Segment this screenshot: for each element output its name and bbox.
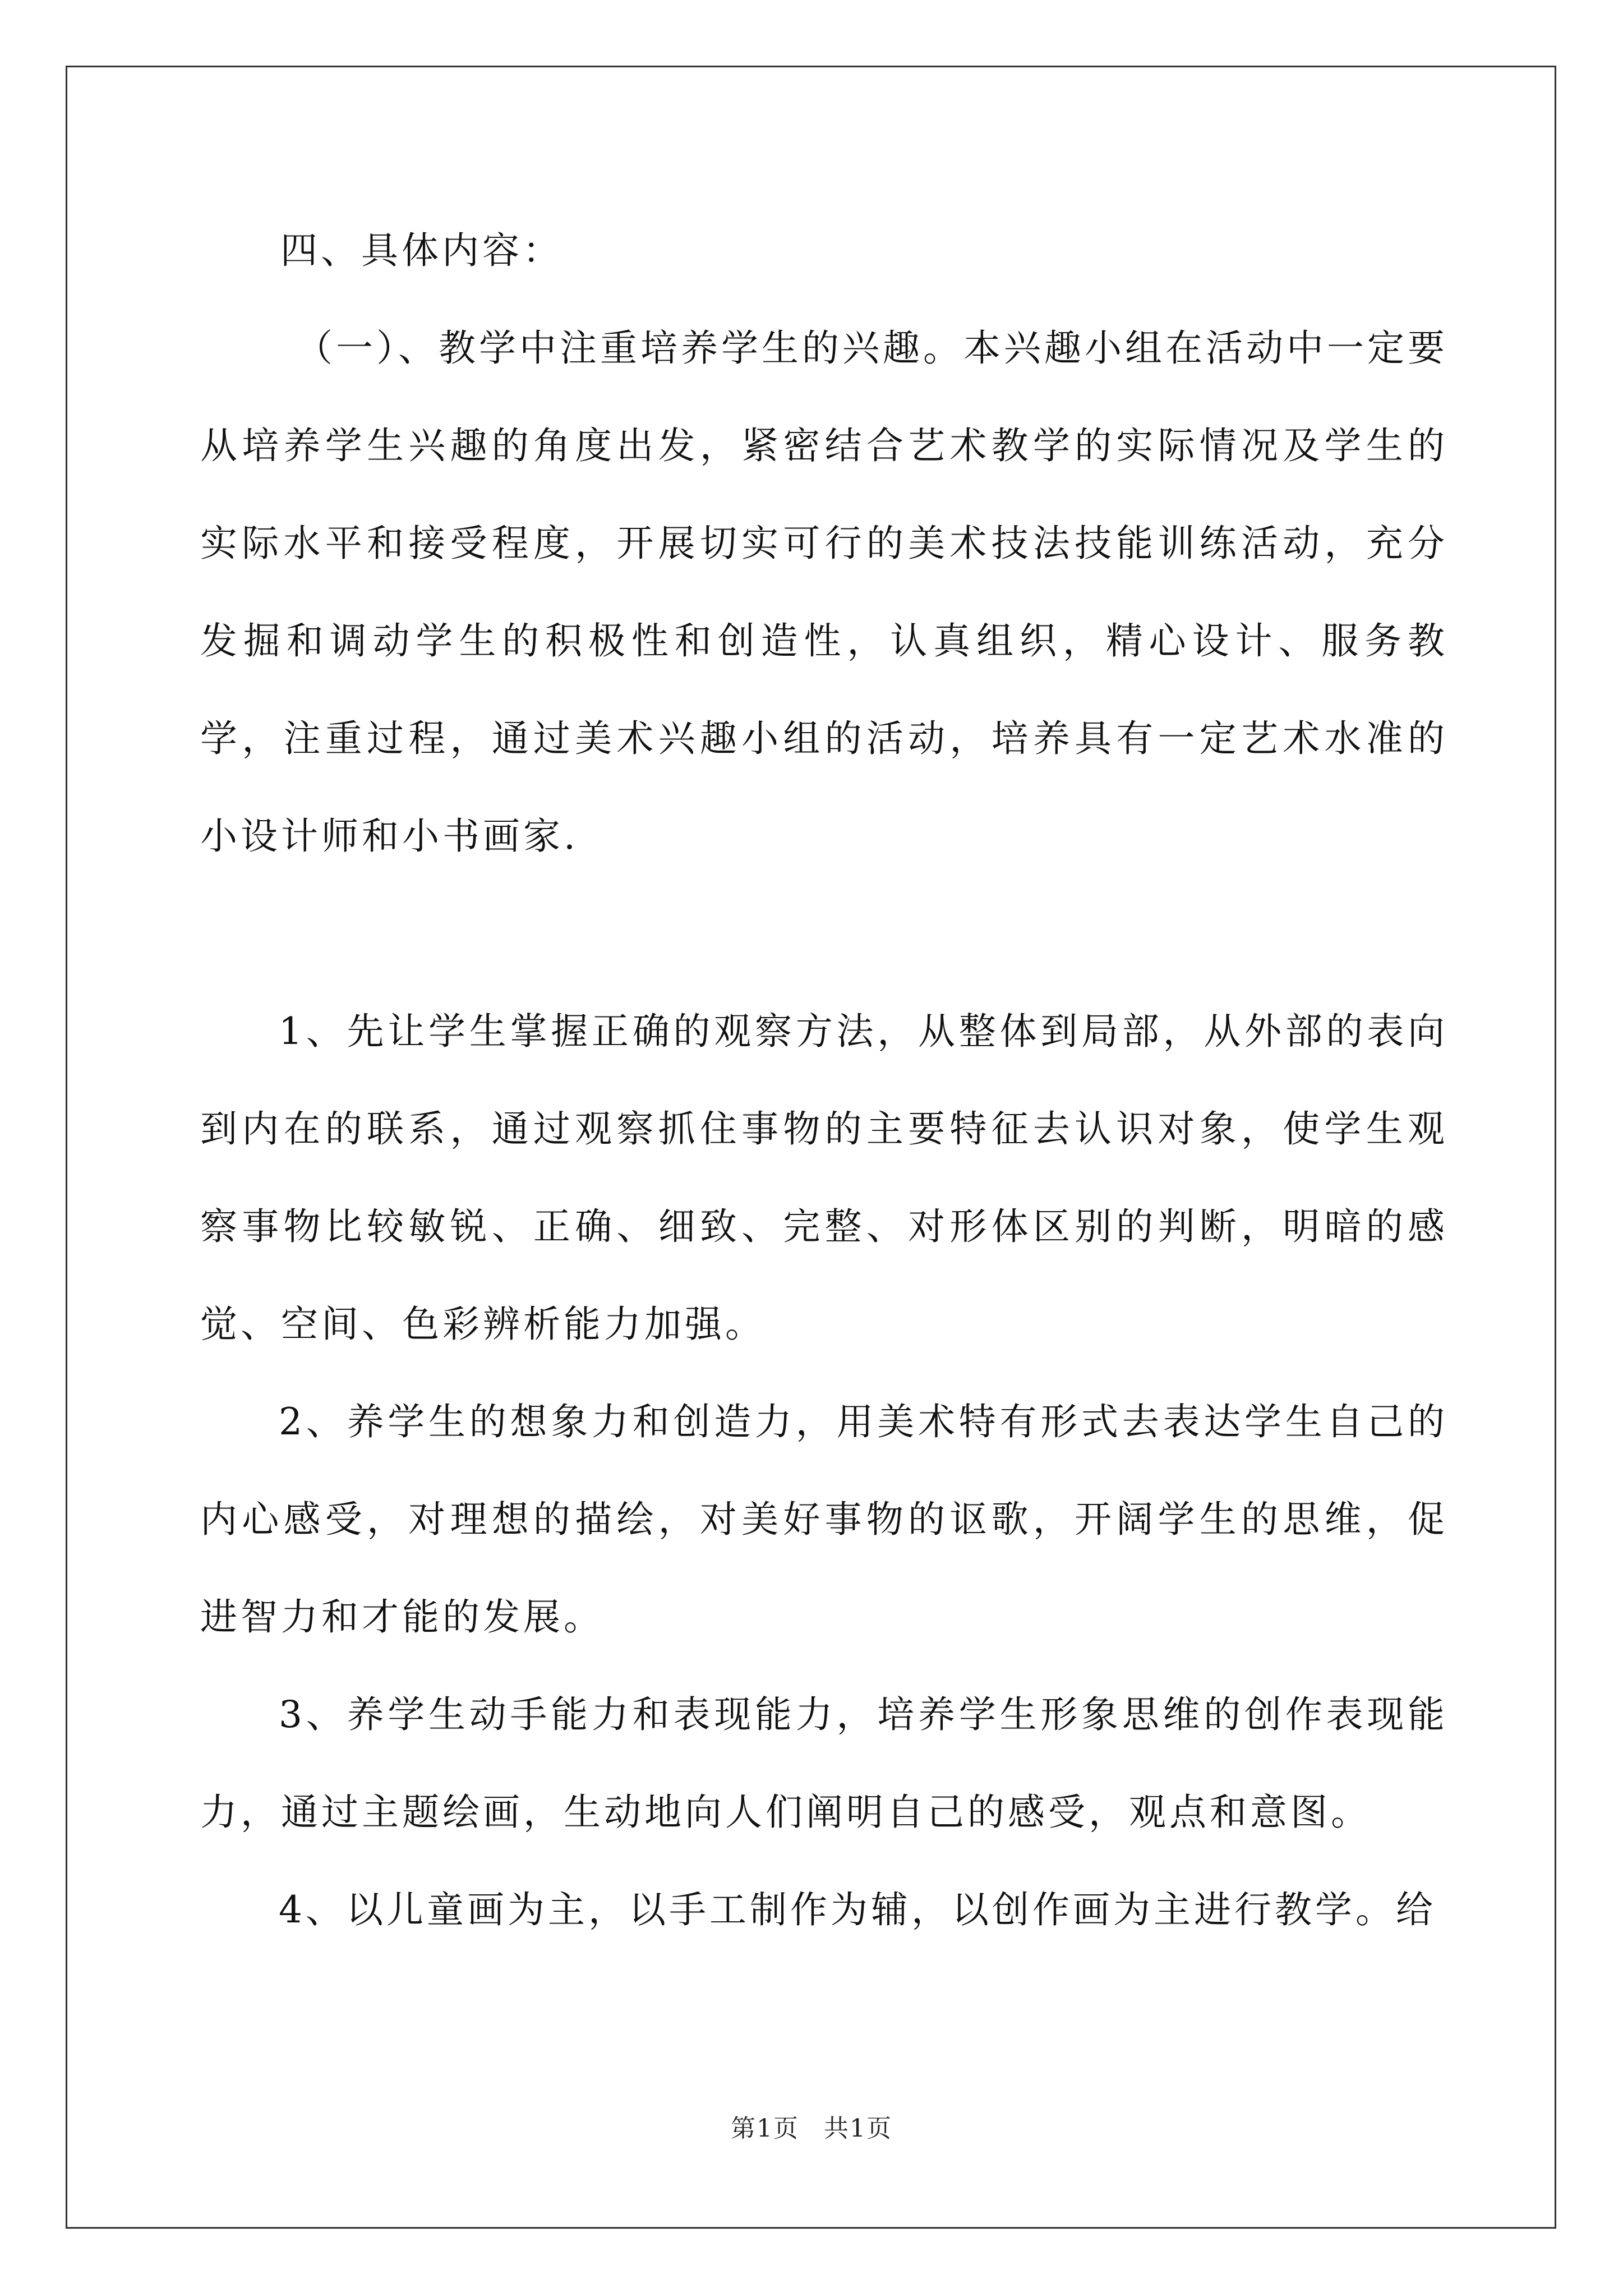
page-total: 共1页	[824, 2114, 892, 2143]
paragraph-2: 1、先让学生掌握正确的观察方法，从整体到局部，从外部的表向到内在的联系，通过观察抓住事物的主要特征去认识对象，使学生观察事物比较敏锐、正确、细致、完整、对形体区别的判断，明暗的感觉、空间、色彩辨析能力加强。	[200, 1010, 1448, 1346]
paragraph-4: 3、养学生动手能力和表现能力，培养学生形象思维的创作表现能力，通过主题绘画，生动地向人们阐明自己的感受，观点和意图。	[200, 1693, 1448, 1834]
paragraph-1: （一）、教学中注重培养学生的兴趣。本兴趣小组在活动中一定要从培养学生兴趣的角度出发，紧密结合艺术教学的实际情况及学生的实际水平和接受程度，开展切实可行的美术技法技能训练活动，充分发掘和调动学生的积极性和创造性，认真组织，精心设计、服务教学，注重过程，通过美术兴趣小组的活动，培养具有一定艺术水准的小设计师和小书画家.	[200, 326, 1448, 858]
page-footer	[0, 2108, 1623, 2144]
paragraph-3: 2、养学生的想象力和创造力，用美术特有形式去表达学生自己的内心感受，对理想的描绘，对美好事物的讴歌，开阔学生的思维，促进智力和才能的发展。	[200, 1400, 1448, 1639]
paragraph-3-block	[200, 1373, 1448, 1666]
paragraph-4-block	[200, 1666, 1448, 1861]
section-heading: 四、具体内容：	[280, 229, 563, 272]
paragraph-5: 4、以儿童画为主，以手工制作为辅，以创作画为主进行教学。给	[279, 1888, 1436, 1931]
page-number: 第1页	[731, 2114, 799, 2143]
paragraph-5-block	[200, 1861, 1448, 1959]
paragraph-1-block	[200, 300, 1448, 885]
paragraph-2-block	[200, 983, 1448, 1373]
